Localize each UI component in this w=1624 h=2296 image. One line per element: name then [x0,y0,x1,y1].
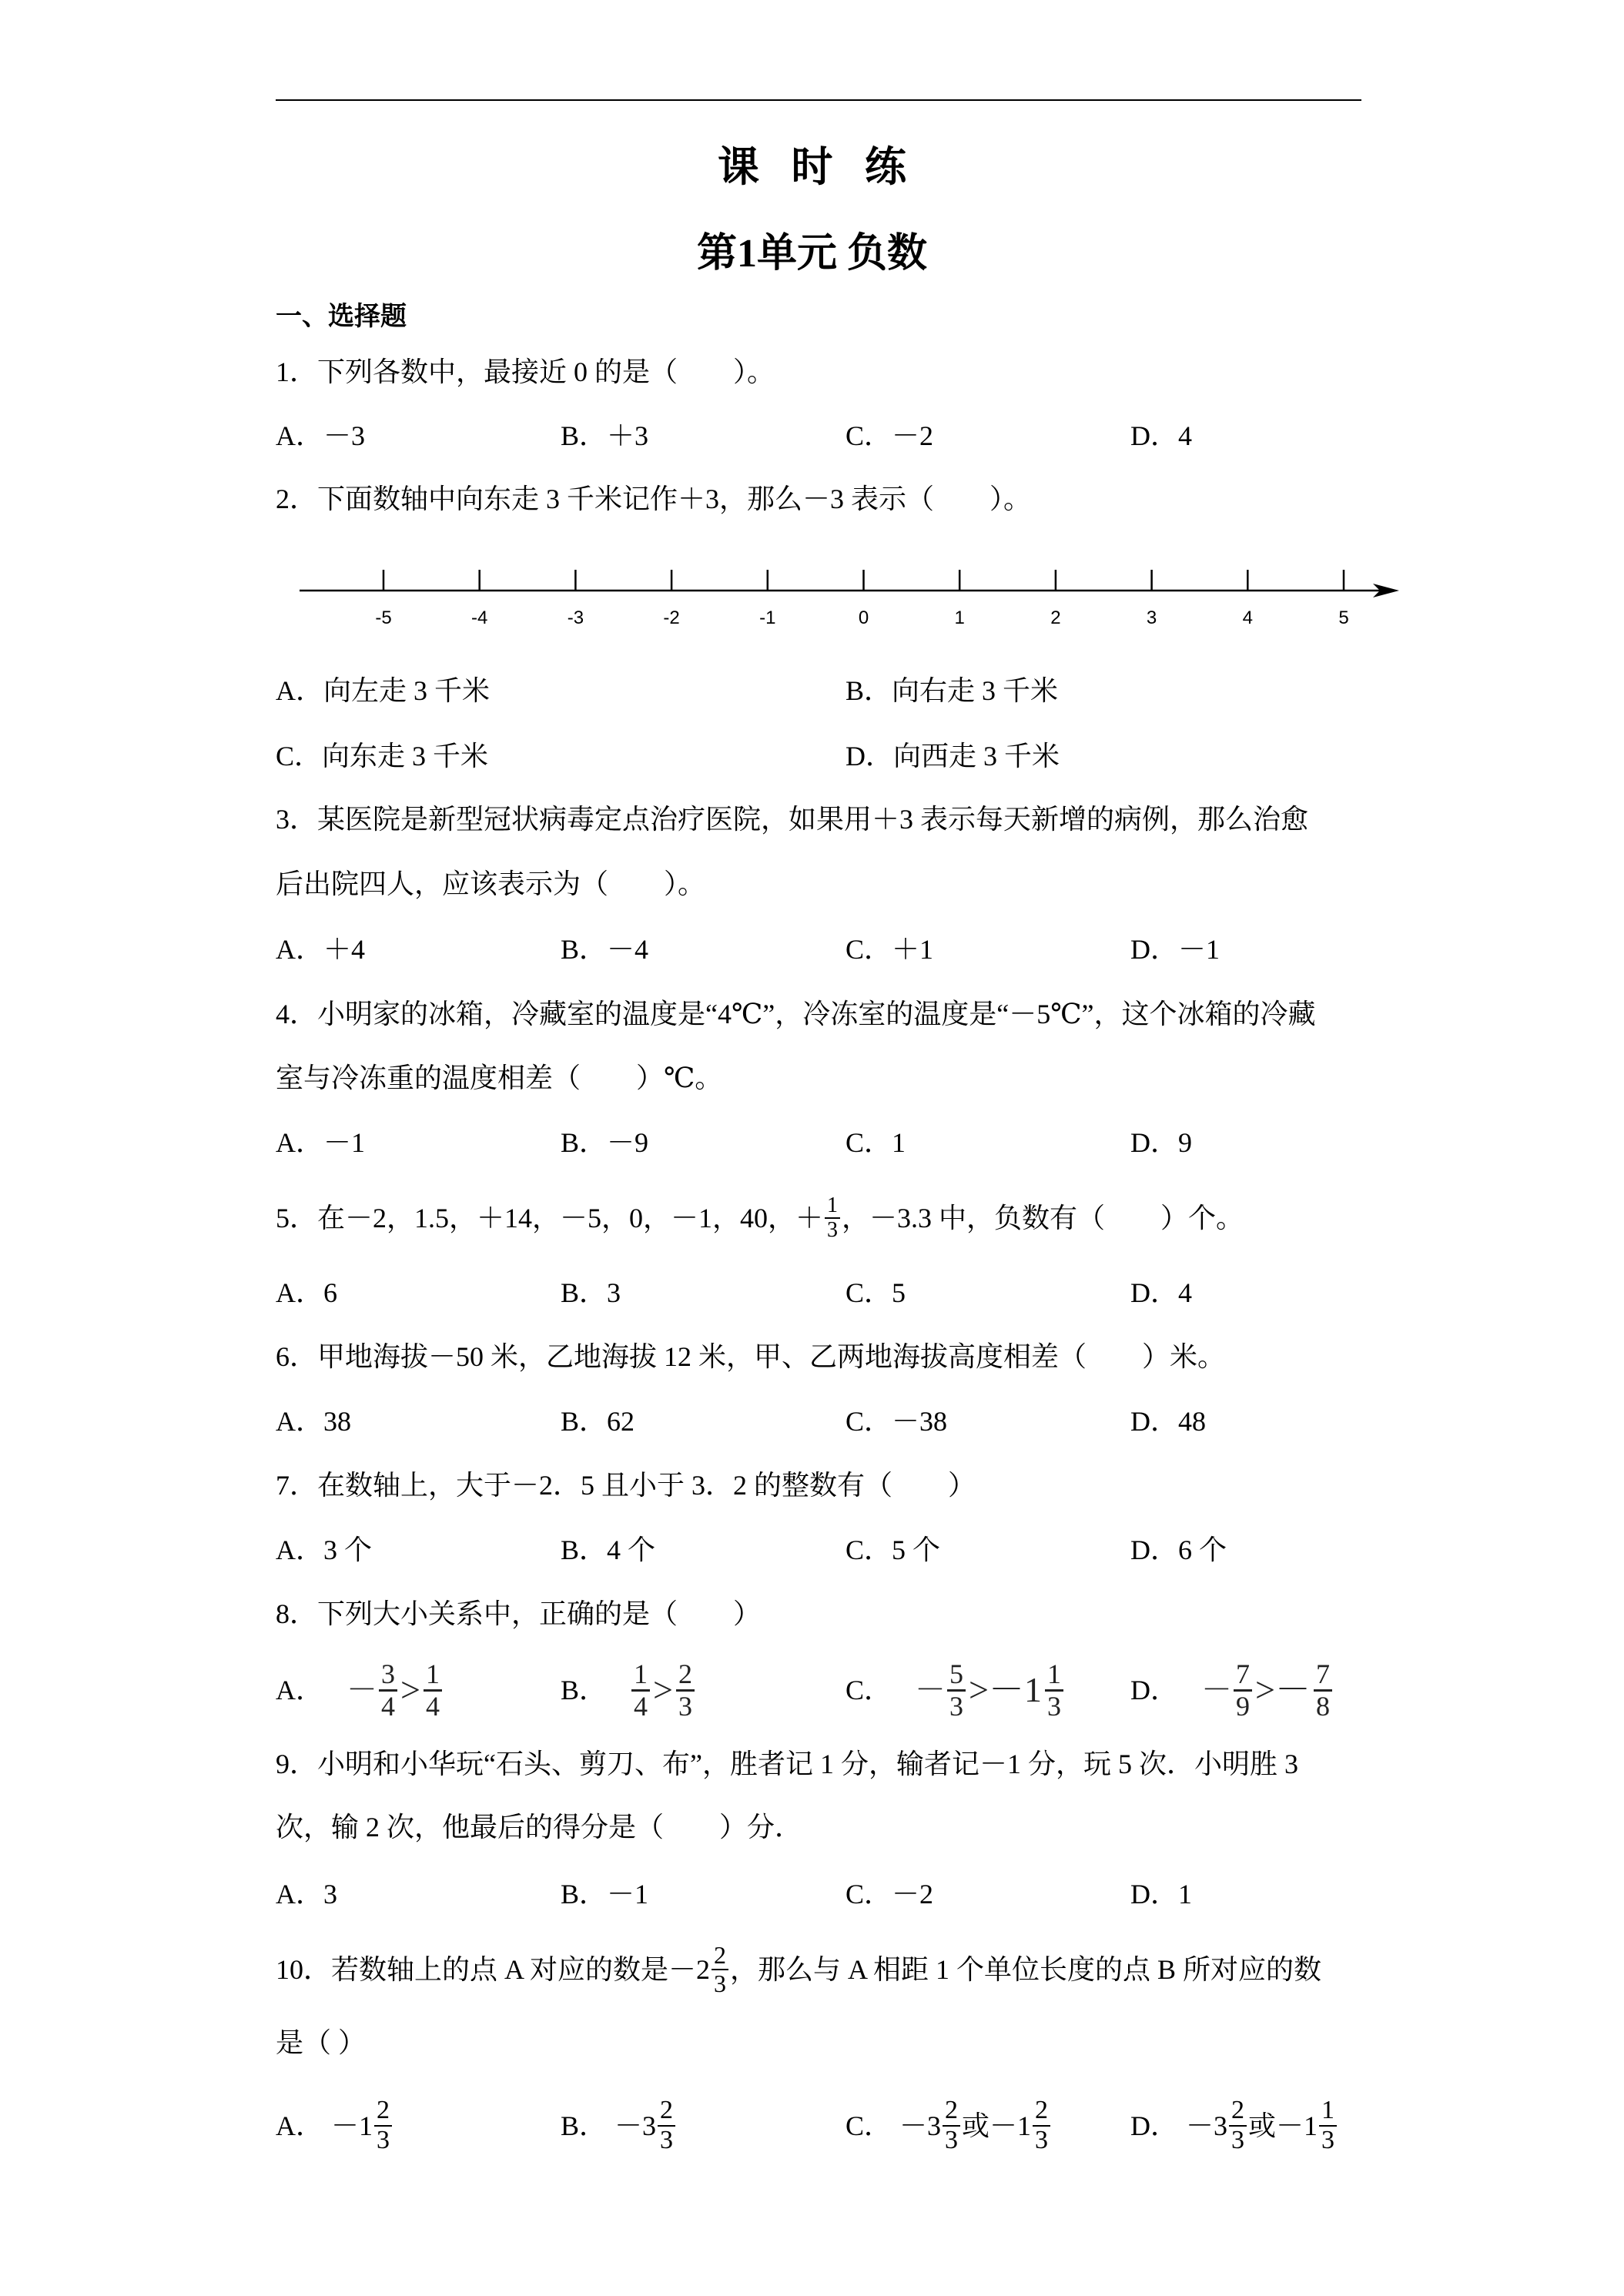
question-2-option-c: C．向东走 3 千米 [276,741,489,771]
fraction-numerator: 1 [1045,1659,1063,1692]
fraction-denominator: 3 [660,2126,674,2154]
question-3-option-c: C．＋1 [845,934,934,965]
fraction-denominator: 9 [1236,1690,1250,1722]
question-6-option-a: A．38 [276,1406,351,1437]
fraction-numerator: 5 [947,1659,966,1692]
fraction [712,1942,728,1996]
question-2-option-b: B．向右走 3 千米 [845,675,1059,706]
question-9-stem-line-2: 次，输 2 次，他最后的得分是（ ）分． [276,1812,803,1842]
fraction [1314,1659,1332,1722]
option-label: C． [845,2110,892,2141]
question-8-stem: 8．下列大小关系中，正确的是（ ） [276,1598,762,1629]
option-label: D． [1130,1675,1178,1705]
option-label: B． [561,2110,608,2141]
question-4-option-b: B．－9 [561,1127,649,1158]
fraction-numerator: 3 [379,1659,397,1692]
question-8-option-b [561,1652,696,1729]
fraction-denominator: 4 [381,1690,395,1722]
option-label: B． [561,1675,608,1705]
question-5-option-b: B．3 [561,1277,621,1308]
number-line [0,554,1624,639]
fraction-denominator: 3 [1046,1690,1061,1722]
question-2-stem: 2．下面数轴中向东走 3 千米记作＋3，那么－3 表示（ ）。 [276,484,1032,514]
fraction-denominator: 3 [945,2126,959,2154]
whole-number: －1 [331,2110,373,2141]
number-line-tick-label: -3 [567,607,584,628]
or-separator: 或－1 [1248,2110,1318,2141]
question-1-option-a: A．－3 [276,420,365,451]
fraction [631,1659,650,1722]
fraction-denominator: 4 [634,1690,648,1722]
question-4-stem-line-1: 4．小明家的冰箱，冷藏室的温度是“4℃”，冷冻室的温度是“－5℃”，这个冰箱的冷藏 [276,999,1316,1029]
fraction [1229,2097,1247,2154]
fraction-numerator: 1 [631,1659,650,1692]
question-8-option-a [276,1652,444,1729]
page-title: 课 时 练 [718,144,906,190]
fraction-numerator: 2 [1033,2097,1050,2127]
section-title: 一、选择题 [276,303,407,331]
question-2-option-d: D．向西走 3 千米 [845,741,1060,771]
question-10-option-d [1130,2087,1338,2164]
number-line-tick-label: 3 [1146,607,1157,628]
number-line-tick-label: 0 [858,607,869,628]
option-label: D． [1130,2110,1178,2141]
fraction-numerator: 2 [712,1942,728,1970]
fraction [374,2097,392,2154]
question-5-option-d: D．4 [1130,1277,1192,1308]
relation-sign: > [400,1670,420,1709]
fraction-numerator: 2 [943,2097,960,2127]
question-7-option-d: D．6 个 [1130,1535,1227,1565]
fraction [676,1659,695,1722]
question-10-option-b [561,2087,677,2164]
unit-title: 第1单元 负数 [696,232,927,276]
fraction [379,1659,397,1722]
question-4-option-a: A．－1 [276,1127,365,1158]
question-10-stem-before: 10．若数轴上的点 A 对应的数是－2 [276,1954,711,1985]
question-7-option-a: A．3 个 [276,1535,372,1565]
question-5-stem-after: ，－3.3 中，负数有（ ）个。 [842,1203,1244,1233]
number-line-ticks [375,570,1348,628]
number-line-tick-label: -4 [471,607,488,628]
fraction [943,2097,960,2154]
question-6-option-d: D．48 [1130,1406,1206,1437]
question-6-stem: 6．甲地海拔－50 米，乙地海拔 12 米，甲、乙两地海拔高度相差（ ）米。 [276,1341,1226,1372]
fraction-numerator: 7 [1234,1659,1252,1692]
question-10-stem-line-1 [276,1935,1321,2004]
number-line-tick-label: 1 [954,607,965,628]
fraction-denominator: 3 [1321,2126,1335,2154]
number-line-tick-label: -2 [663,607,680,628]
fraction-denominator: 3 [377,2126,390,2154]
fraction-denominator: 3 [714,1970,727,1997]
fraction-denominator: 3 [1231,2126,1245,2154]
question-10-stem-line-2: 是（ ） [276,2027,367,2058]
whole-number: －3 [1186,2110,1228,2141]
fraction-numerator: 1 [424,1659,442,1692]
question-9-option-b: B．－1 [561,1879,649,1909]
question-9-option-d: D．1 [1130,1879,1192,1909]
question-4-stem-line-2: 室与冷冻重的温度相差（ ）℃。 [276,1063,723,1093]
fraction [825,1194,840,1242]
question-3-stem-line-1: 3．某医院是新型冠状病毒定点治疗医院，如果用＋3 表示每天新增的病例，那么治愈 [276,804,1309,835]
fraction-denominator: 4 [425,1690,440,1722]
option-label: A． [276,1675,323,1705]
relation-sign: >－ [1255,1670,1311,1709]
question-5-stem [276,1183,1244,1253]
question-10-stem-after: ，那么与 A 相距 1 个单位长度的点 B 所对应的数 [730,1954,1322,1985]
question-5-option-c: C．5 [845,1277,906,1308]
fraction-denominator: 3 [949,1690,964,1722]
question-2-option-a: A．向左走 3 千米 [276,675,490,706]
fraction-denominator: 3 [1035,2126,1049,2154]
question-5-stem-before: 5．在－2，1.5，＋14，－5，0，－1，40，＋ [276,1203,824,1233]
question-7-option-c: C．5 个 [845,1535,941,1565]
fraction [1234,1659,1252,1722]
question-9-option-a: A．3 [276,1879,337,1909]
number-line-tick-label: -1 [759,607,776,628]
question-10-option-c [845,2087,1052,2164]
or-separator: 或－1 [962,2110,1032,2141]
question-3-option-a: A．＋4 [276,934,365,965]
question-1-option-c: C．－2 [845,420,934,451]
question-5-option-a: A．6 [276,1277,337,1308]
fraction [424,1659,442,1722]
fraction [658,2097,675,2154]
question-6-option-c: C．－38 [845,1406,948,1437]
whole-number: －3 [899,2110,942,2141]
question-1-option-d: D．4 [1130,420,1192,451]
number-line-tick-label: -5 [375,607,392,628]
fraction-numerator: 2 [374,2097,392,2127]
number-line-tick-label: 4 [1242,607,1253,628]
number-line-tick-label: 2 [1050,607,1061,628]
minus-sign: － [915,1672,946,1707]
fraction-numerator: 2 [1229,2097,1247,2127]
whole-number: －3 [614,2110,657,2141]
question-6-option-b: B．62 [561,1406,635,1437]
fraction-numerator: 7 [1314,1659,1332,1692]
header-rule [276,99,1361,101]
question-7-option-b: B．4 个 [561,1535,656,1565]
fraction-denominator: 8 [1315,1690,1330,1722]
question-9-option-c: C．－2 [845,1879,934,1909]
fraction-numerator: 1 [1319,2097,1337,2127]
question-4-option-c: C．1 [845,1127,906,1158]
option-label: C． [845,1675,892,1705]
minus-sign: － [1201,1672,1232,1707]
fraction-numerator: 2 [676,1659,695,1692]
relation-sign: > [653,1670,673,1709]
option-label: A． [276,2110,323,2141]
relation-sign: >－1 [969,1670,1042,1709]
question-1-option-b: B．＋3 [561,420,649,451]
fraction [1045,1659,1063,1722]
question-3-option-b: B．－4 [561,934,649,965]
question-3-option-d: D．－1 [1130,934,1220,965]
question-9-stem-line-1: 9．小明和小华玩“石头、剪刀、布”，胜者记 1 分，输者记－1 分，玩 5 次．小明胜 3 [276,1749,1298,1779]
question-8-option-d [1130,1652,1334,1729]
question-7-stem: 7．在数轴上，大于－2．5 且小于 3．2 的整数有（ ） [276,1470,976,1501]
fraction [1319,2097,1337,2154]
fraction-numerator: 1 [825,1194,840,1219]
fraction [1033,2097,1050,2154]
fraction-numerator: 2 [658,2097,675,2127]
fraction-denominator: 3 [678,1690,692,1722]
question-10-option-a [276,2087,393,2164]
question-3-stem-line-2: 后出院四人，应该表示为（ ）。 [276,869,706,899]
minus-sign: － [347,1672,377,1707]
fraction-denominator: 3 [827,1218,839,1242]
question-4-option-d: D．9 [1130,1127,1192,1158]
number-line-tick-label: 5 [1338,607,1349,628]
question-8-option-c [845,1652,1065,1729]
fraction [947,1659,966,1722]
question-1-stem: 1．下列各数中，最接近 0 的是（ ）。 [276,356,775,387]
